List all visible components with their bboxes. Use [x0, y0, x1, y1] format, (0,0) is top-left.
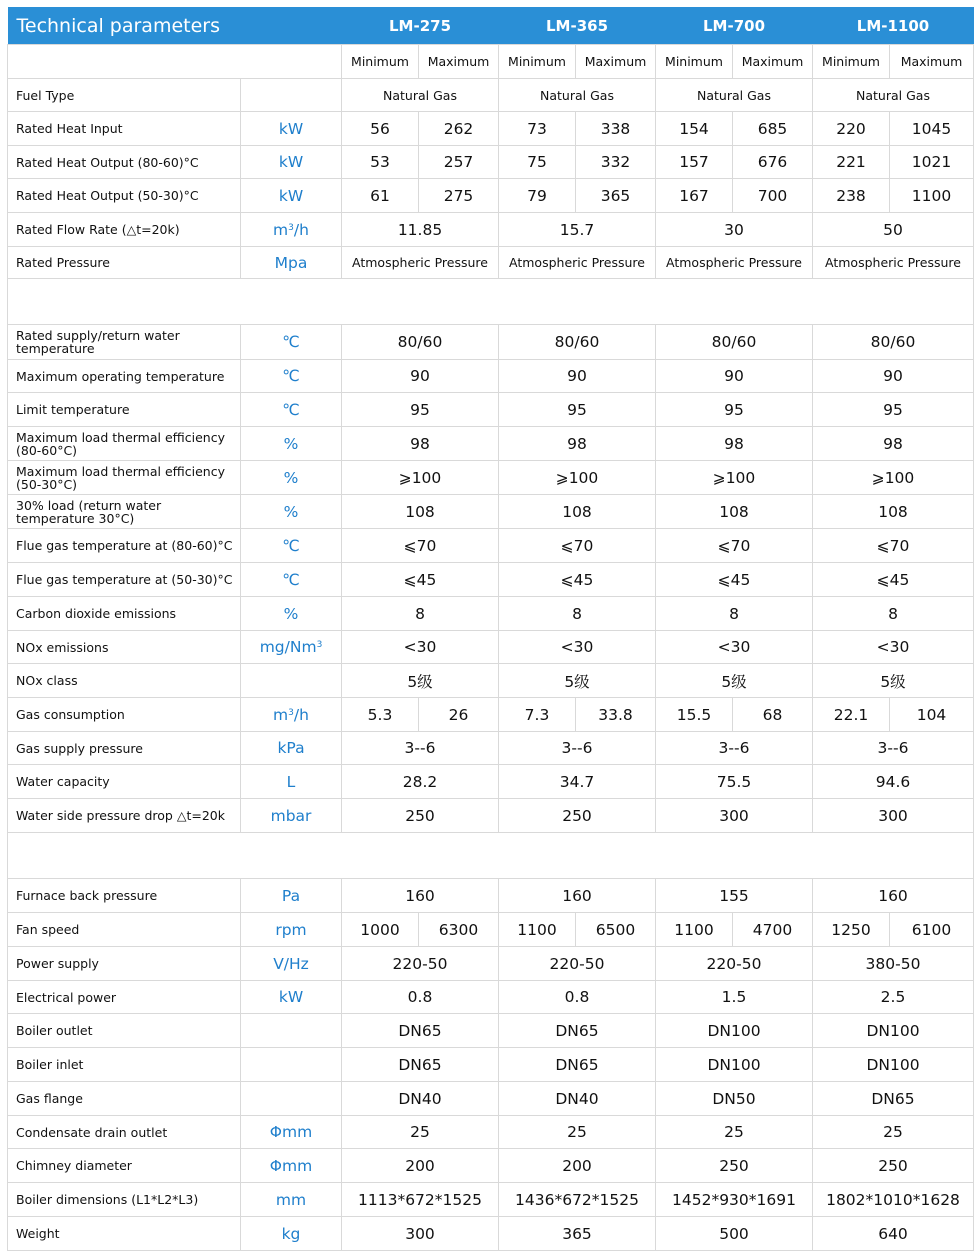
row-label: NOx class: [8, 664, 241, 698]
row-label: Electrical power: [8, 981, 241, 1014]
value-cell: 200: [342, 1149, 499, 1183]
row-label: Boiler dimensions (L1*L2*L3): [8, 1183, 241, 1217]
value-cell: 0.8: [342, 981, 499, 1014]
row-unit: ℃: [241, 563, 342, 597]
value-cell: 90: [813, 360, 974, 393]
value-cell: 8: [656, 597, 813, 631]
row-label: Condensate drain outlet: [8, 1116, 241, 1149]
row-efficiency-80-60: [8, 427, 974, 461]
row-unit: [241, 1082, 342, 1116]
row-boiler-inlet: [8, 1048, 974, 1082]
row-unit: ℃: [241, 325, 342, 360]
row-label: Weight: [8, 1217, 241, 1251]
unit-superscript: 3: [316, 640, 323, 650]
value-cell: 338: [576, 112, 656, 146]
row-label: Limit temperature: [8, 393, 241, 427]
row-label: 30% load (return water temperature 30°C): [8, 495, 241, 529]
value-cell: 8: [813, 597, 974, 631]
row-unit: kW: [241, 146, 342, 179]
row-nox-class: [8, 664, 974, 698]
value-cell: 5级: [342, 664, 499, 698]
value-cell: Atmospheric Pressure: [342, 247, 499, 279]
value-cell: 0.8: [499, 981, 656, 1014]
section-gap: [8, 833, 974, 879]
value-cell: ⩽70: [499, 529, 656, 563]
value-cell: ⩽45: [656, 563, 813, 597]
row-label: Rated Flow Rate (△t=20k): [8, 213, 241, 247]
value-cell: ⩽45: [499, 563, 656, 597]
row-unit: [241, 1014, 342, 1048]
value-cell: 95: [656, 393, 813, 427]
value-cell: <30: [499, 631, 656, 664]
row-gas-consumption: [8, 698, 974, 732]
value-cell: 5级: [813, 664, 974, 698]
row-water-capacity: [8, 765, 974, 799]
value-cell: <30: [813, 631, 974, 664]
row-electrical-power: [8, 981, 974, 1014]
value-cell: Natural Gas: [656, 79, 813, 112]
row-label: Boiler inlet: [8, 1048, 241, 1082]
value-cell: 300: [813, 799, 974, 833]
row-30-percent-load: [8, 495, 974, 529]
value-cell: Atmospheric Pressure: [813, 247, 974, 279]
row-label: Furnace back pressure: [8, 879, 241, 913]
value-cell: 108: [656, 495, 813, 529]
value-cell: 238: [813, 179, 890, 213]
row-unit: Pa: [241, 879, 342, 913]
row-unit: [241, 664, 342, 698]
value-cell: 3--6: [342, 732, 499, 765]
value-cell: 1.5: [656, 981, 813, 1014]
row-flue-gas-50-30: [8, 563, 974, 597]
value-cell: 275: [419, 179, 499, 213]
value-cell: 5级: [499, 664, 656, 698]
value-cell: 15.5: [656, 698, 733, 732]
row-unit: kW: [241, 981, 342, 1014]
model-lm-700: LM-700: [656, 7, 813, 45]
value-cell: 56: [342, 112, 419, 146]
row-unit: %: [241, 597, 342, 631]
value-cell: 220-50: [342, 947, 499, 981]
row-max-operating-temp: [8, 360, 974, 393]
value-cell: DN100: [656, 1048, 813, 1082]
value-cell: 79: [499, 179, 576, 213]
gap-cell: [8, 279, 974, 325]
row-weight: [8, 1217, 974, 1251]
value-cell: 7.3: [499, 698, 576, 732]
row-unit: Φmm: [241, 1116, 342, 1149]
row-label: Maximum load thermal efficiency (50-30°C): [8, 461, 241, 495]
value-cell: 98: [499, 427, 656, 461]
row-unit: mm: [241, 1183, 342, 1217]
value-cell: 250: [342, 799, 499, 833]
row-unit: [241, 79, 342, 112]
value-cell: ⩽45: [813, 563, 974, 597]
row-label: Fuel Type: [8, 79, 241, 112]
row-gas-supply-pressure: [8, 732, 974, 765]
unit-tail: /h: [293, 705, 309, 724]
row-unit: [241, 631, 342, 664]
value-cell: DN40: [499, 1082, 656, 1116]
row-unit: [241, 698, 342, 732]
value-cell: 167: [656, 179, 733, 213]
value-cell: 380-50: [813, 947, 974, 981]
row-label: Flue gas temperature at (50-30)°C: [8, 563, 241, 597]
value-cell: <30: [656, 631, 813, 664]
row-label: Rated Heat Output (50-30)°C: [8, 179, 241, 213]
value-cell: 4700: [733, 913, 813, 947]
section-gap: [8, 279, 974, 325]
value-cell: 1100: [890, 179, 974, 213]
row-unit: kg: [241, 1217, 342, 1251]
technical-parameters-sheet: [7, 7, 973, 1251]
value-cell: Natural Gas: [342, 79, 499, 112]
row-label: Carbon dioxide emissions: [8, 597, 241, 631]
value-cell: 22.1: [813, 698, 890, 732]
row-unit: ℃: [241, 529, 342, 563]
value-cell: 220: [813, 112, 890, 146]
value-cell: 108: [342, 495, 499, 529]
row-label: Gas supply pressure: [8, 732, 241, 765]
value-cell: 98: [656, 427, 813, 461]
value-cell: 28.2: [342, 765, 499, 799]
value-cell: 220-50: [656, 947, 813, 981]
row-unit: kW: [241, 112, 342, 146]
page-title: Technical parameters: [8, 7, 342, 45]
header-row: [8, 7, 974, 45]
value-cell: 220-50: [499, 947, 656, 981]
model-lm-365: LM-365: [499, 7, 656, 45]
row-label: Water side pressure drop △t=20k: [8, 799, 241, 833]
value-cell: 300: [656, 799, 813, 833]
row-nox-emissions: [8, 631, 974, 664]
row-label: Chimney diameter: [8, 1149, 241, 1183]
value-cell: 250: [813, 1149, 974, 1183]
row-flue-gas-80-60: [8, 529, 974, 563]
value-cell: 50: [813, 213, 974, 247]
subheader-max: Maximum: [576, 45, 656, 79]
value-cell: 200: [499, 1149, 656, 1183]
value-cell: Natural Gas: [813, 79, 974, 112]
value-cell: 90: [342, 360, 499, 393]
value-cell: ⩾100: [342, 461, 499, 495]
row-label: Power supply: [8, 947, 241, 981]
value-cell: 98: [342, 427, 499, 461]
value-cell: 80/60: [499, 325, 656, 360]
row-unit: %: [241, 495, 342, 529]
row-unit: mbar: [241, 799, 342, 833]
unit-base: m: [273, 220, 289, 239]
value-cell: 250: [499, 799, 656, 833]
value-cell: DN65: [813, 1082, 974, 1116]
value-cell: 108: [499, 495, 656, 529]
value-cell: ⩽45: [342, 563, 499, 597]
value-cell: 15.7: [499, 213, 656, 247]
row-unit: ℃: [241, 393, 342, 427]
value-cell: ⩾100: [813, 461, 974, 495]
value-cell: 94.6: [813, 765, 974, 799]
value-cell: 1045: [890, 112, 974, 146]
row-label: Rated Heat Output (80-60)°C: [8, 146, 241, 179]
row-pressure: [8, 247, 974, 279]
value-cell: 6100: [890, 913, 974, 947]
value-cell: DN100: [656, 1014, 813, 1048]
value-cell: 90: [499, 360, 656, 393]
value-cell: 160: [342, 879, 499, 913]
row-label: Fan speed: [8, 913, 241, 947]
row-fuel-type: [8, 79, 974, 112]
value-cell: 1452*930*1691: [656, 1183, 813, 1217]
value-cell: DN40: [342, 1082, 499, 1116]
value-cell: 154: [656, 112, 733, 146]
value-cell: ⩽70: [656, 529, 813, 563]
row-power-supply: [8, 947, 974, 981]
model-lm-1100: LM-1100: [813, 7, 974, 45]
value-cell: 80/60: [342, 325, 499, 360]
row-limit-temp: [8, 393, 974, 427]
value-cell: 5级: [656, 664, 813, 698]
value-cell: 75.5: [656, 765, 813, 799]
value-cell: 6300: [419, 913, 499, 947]
row-water-pressure-drop: [8, 799, 974, 833]
value-cell: 300: [342, 1217, 499, 1251]
subheader-blank: [8, 45, 342, 79]
row-furnace-back-pressure: [8, 879, 974, 913]
row-boiler-outlet: [8, 1014, 974, 1048]
row-label: Flue gas temperature at (80-60)°C: [8, 529, 241, 563]
row-label: Water capacity: [8, 765, 241, 799]
unit-base: mg/Nm: [259, 638, 317, 656]
row-unit: [241, 1048, 342, 1082]
unit-superscript: 3: [288, 222, 294, 233]
value-cell: 1100: [656, 913, 733, 947]
subheader-min: Minimum: [342, 45, 419, 79]
row-unit: ℃: [241, 360, 342, 393]
value-cell: DN50: [656, 1082, 813, 1116]
parameters-table: [7, 7, 974, 1251]
value-cell: 3--6: [813, 732, 974, 765]
unit-superscript: 3: [288, 707, 294, 718]
model-lm-275: LM-275: [342, 7, 499, 45]
value-cell: 250: [656, 1149, 813, 1183]
value-cell: DN65: [499, 1048, 656, 1082]
value-cell: 1113*672*1525: [342, 1183, 499, 1217]
value-cell: 98: [813, 427, 974, 461]
row-label: Gas flange: [8, 1082, 241, 1116]
value-cell: 3--6: [656, 732, 813, 765]
value-cell: 25: [499, 1116, 656, 1149]
row-label: Boiler outlet: [8, 1014, 241, 1048]
row-condensate-drain: [8, 1116, 974, 1149]
row-label: Gas consumption: [8, 698, 241, 732]
value-cell: 61: [342, 179, 419, 213]
value-cell: 157: [656, 146, 733, 179]
row-efficiency-50-30: [8, 461, 974, 495]
row-heat-input: [8, 112, 974, 146]
value-cell: 80/60: [813, 325, 974, 360]
value-cell: 5.3: [342, 698, 419, 732]
value-cell: 2.5: [813, 981, 974, 1014]
subheader-min: Minimum: [656, 45, 733, 79]
min-max-row: [8, 45, 974, 79]
row-label: Rated Heat Input: [8, 112, 241, 146]
value-cell: 3--6: [499, 732, 656, 765]
value-cell: 1000: [342, 913, 419, 947]
value-cell: 365: [576, 179, 656, 213]
row-gas-flange: [8, 1082, 974, 1116]
row-unit: V/Hz: [241, 947, 342, 981]
value-cell: 95: [499, 393, 656, 427]
value-cell: 8: [499, 597, 656, 631]
unit-tail: /h: [293, 220, 309, 239]
value-cell: 80/60: [656, 325, 813, 360]
value-cell: DN65: [342, 1048, 499, 1082]
value-cell: 676: [733, 146, 813, 179]
subheader-min: Minimum: [813, 45, 890, 79]
value-cell: 68: [733, 698, 813, 732]
subheader-min: Minimum: [499, 45, 576, 79]
value-cell: 11.85: [342, 213, 499, 247]
row-fan-speed: [8, 913, 974, 947]
row-unit: Mpa: [241, 247, 342, 279]
value-cell: 257: [419, 146, 499, 179]
row-unit: %: [241, 427, 342, 461]
value-cell: 104: [890, 698, 974, 732]
value-cell: DN100: [813, 1048, 974, 1082]
value-cell: 75: [499, 146, 576, 179]
value-cell: 500: [656, 1217, 813, 1251]
row-co2-emissions: [8, 597, 974, 631]
row-unit: kW: [241, 179, 342, 213]
value-cell: 34.7: [499, 765, 656, 799]
value-cell: 53: [342, 146, 419, 179]
row-chimney-diameter: [8, 1149, 974, 1183]
value-cell: 1436*672*1525: [499, 1183, 656, 1217]
row-heat-output-50-30: [8, 179, 974, 213]
value-cell: 33.8: [576, 698, 656, 732]
value-cell: 155: [656, 879, 813, 913]
value-cell: 700: [733, 179, 813, 213]
row-unit: kPa: [241, 732, 342, 765]
value-cell: 108: [813, 495, 974, 529]
value-cell: <30: [342, 631, 499, 664]
value-cell: DN100: [813, 1014, 974, 1048]
value-cell: 25: [342, 1116, 499, 1149]
gap-cell: [8, 833, 974, 879]
value-cell: Natural Gas: [499, 79, 656, 112]
value-cell: 95: [813, 393, 974, 427]
row-label: Rated Pressure: [8, 247, 241, 279]
value-cell: ⩽70: [813, 529, 974, 563]
value-cell: 262: [419, 112, 499, 146]
subheader-max: Maximum: [733, 45, 813, 79]
value-cell: DN65: [499, 1014, 656, 1048]
value-cell: 1021: [890, 146, 974, 179]
row-unit: rpm: [241, 913, 342, 947]
subheader-max: Maximum: [419, 45, 499, 79]
value-cell: 30: [656, 213, 813, 247]
value-cell: ⩾100: [499, 461, 656, 495]
value-cell: 73: [499, 112, 576, 146]
row-supply-return: [8, 325, 974, 360]
value-cell: DN65: [342, 1014, 499, 1048]
value-cell: 90: [656, 360, 813, 393]
value-cell: 1250: [813, 913, 890, 947]
value-cell: 26: [419, 698, 499, 732]
value-cell: 221: [813, 146, 890, 179]
row-unit: [241, 213, 342, 247]
value-cell: 160: [499, 879, 656, 913]
value-cell: 6500: [576, 913, 656, 947]
row-unit: L: [241, 765, 342, 799]
value-cell: 25: [813, 1116, 974, 1149]
value-cell: ⩾100: [656, 461, 813, 495]
value-cell: Atmospheric Pressure: [499, 247, 656, 279]
value-cell: 640: [813, 1217, 974, 1251]
subheader-max: Maximum: [890, 45, 974, 79]
value-cell: 1100: [499, 913, 576, 947]
row-label: Maximum operating temperature: [8, 360, 241, 393]
value-cell: ⩽70: [342, 529, 499, 563]
value-cell: 160: [813, 879, 974, 913]
row-label: Maximum load thermal efficiency (80-60°C): [8, 427, 241, 461]
row-unit: %: [241, 461, 342, 495]
value-cell: 1802*1010*1628: [813, 1183, 974, 1217]
value-cell: 365: [499, 1217, 656, 1251]
row-label: NOx emissions: [8, 631, 241, 664]
value-cell: 8: [342, 597, 499, 631]
row-flow-rate: [8, 213, 974, 247]
value-cell: Atmospheric Pressure: [656, 247, 813, 279]
unit-base: m: [273, 705, 289, 724]
value-cell: 685: [733, 112, 813, 146]
value-cell: 25: [656, 1116, 813, 1149]
value-cell: 332: [576, 146, 656, 179]
row-boiler-dimensions: [8, 1183, 974, 1217]
row-label: Rated supply/return water temperature: [8, 325, 241, 360]
row-unit: Φmm: [241, 1149, 342, 1183]
value-cell: 95: [342, 393, 499, 427]
row-heat-output-80-60: [8, 146, 974, 179]
